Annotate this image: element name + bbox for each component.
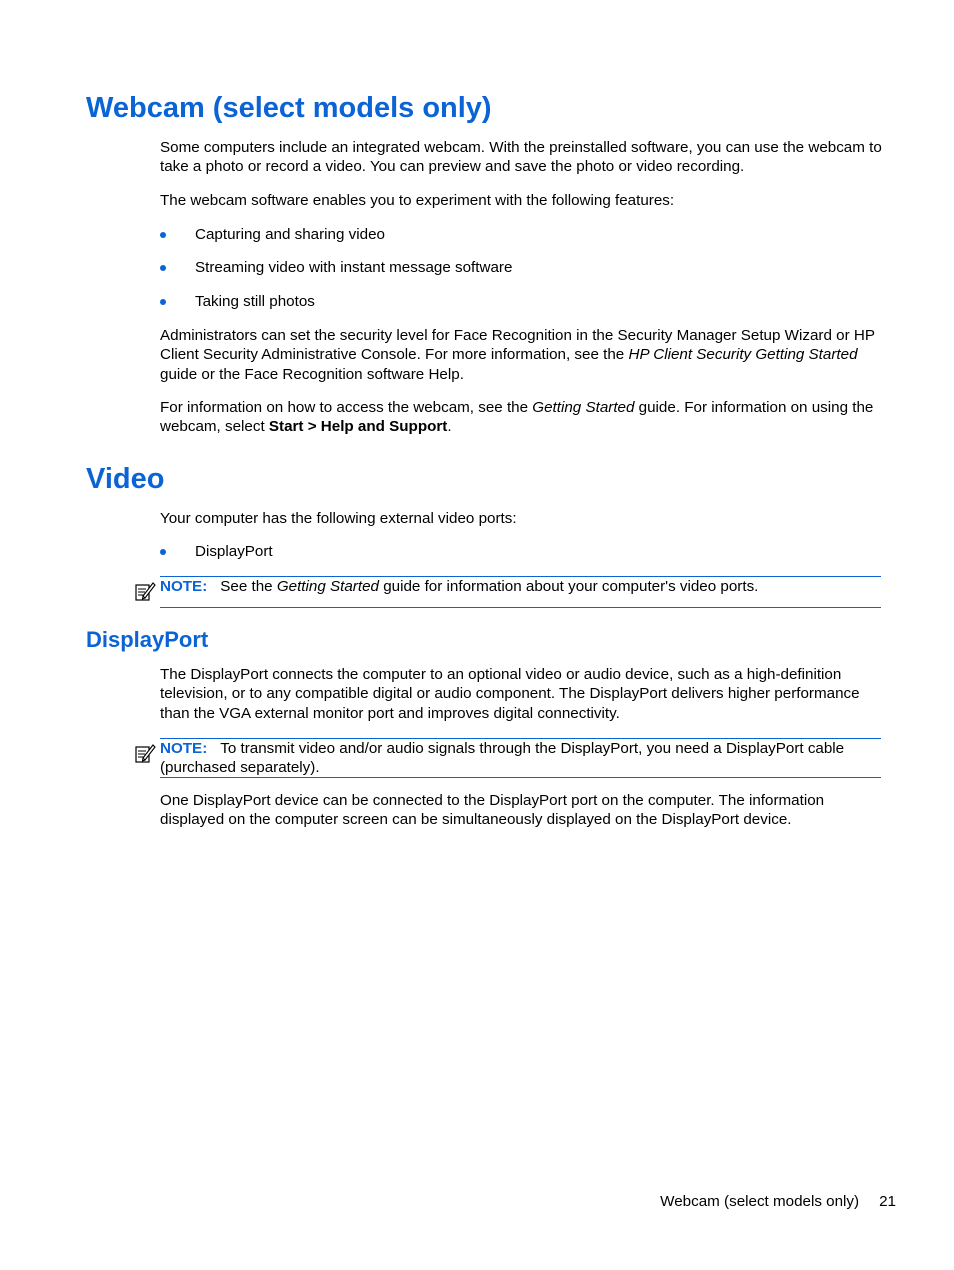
displayport-heading: DisplayPort <box>86 627 209 652</box>
webcam-admin-paragraph: Administrators can set the security level for Face Recognition in the Security Manager Setup Wizard or HP Client Security Administrative Console. For more information, see the HP Client Security Getting Started guide or the Face Recognition software Help. <box>160 327 875 383</box>
webcam-intro: Some computers include an integrated webcam. With the preinstalled software, you can use the webcam to take a photo or record a video. You can preview and save the photo or video recording. <box>160 139 882 176</box>
hp-client-security-ref: HP Client Security Getting Started <box>628 346 858 364</box>
list-item-text: Capturing and sharing video <box>195 226 385 243</box>
bullet-icon <box>160 299 166 305</box>
video-heading: Video <box>86 463 165 495</box>
footer-section-title: Webcam (select models only) <box>660 1193 860 1210</box>
help-path: Start > Help and Support <box>268 418 448 436</box>
list-item-text: Taking still photos <box>195 293 315 310</box>
page-footer <box>600 1192 896 1211</box>
video-intro: Your computer has the following external video ports: <box>160 510 517 527</box>
note-label: NOTE: <box>160 740 208 757</box>
list-item-text: Streaming video with instant message software <box>195 259 513 276</box>
list-item-text: DisplayPort <box>195 543 273 560</box>
getting-started-ref: Getting Started <box>532 399 635 416</box>
displayport-closing: One DisplayPort device can be connected to the DisplayPort port on the computer. The information displayed on the computer screen can be simultaneously displayed on the DisplayPort device. <box>160 792 825 829</box>
note-pencil-icon <box>134 580 156 602</box>
note-label: NOTE: <box>160 578 208 595</box>
page-number: 21 <box>879 1193 896 1210</box>
bullet-icon <box>160 232 166 238</box>
note-pencil-icon <box>134 742 156 764</box>
webcam-access-paragraph: For information on how to access the webcam, see the Getting Started guide. For information on using the webcam, select Start > Help and Support. <box>160 399 874 436</box>
webcam-features-intro: The webcam software enables you to experiment with the following features: <box>160 192 675 209</box>
bullet-icon <box>160 265 166 271</box>
bullet-icon <box>160 549 166 555</box>
webcam-heading: Webcam (select models only) <box>86 92 492 124</box>
displayport-intro: The DisplayPort connects the computer to an optional video or audio device, such as a high-definition television, or to any compatible digital or audio component. The DisplayPort delivers higher performance than the VGA external monitor port and improves digital connectivity. <box>160 666 860 722</box>
displayport-note: NOTE: To transmit video and/or audio signals through the DisplayPort, you need a DisplayPort cable (purchased separately). <box>160 738 881 778</box>
getting-started-ref: Getting Started <box>276 578 379 595</box>
video-note: NOTE: See the Getting Started guide for information about your computer's video ports. <box>160 576 881 608</box>
